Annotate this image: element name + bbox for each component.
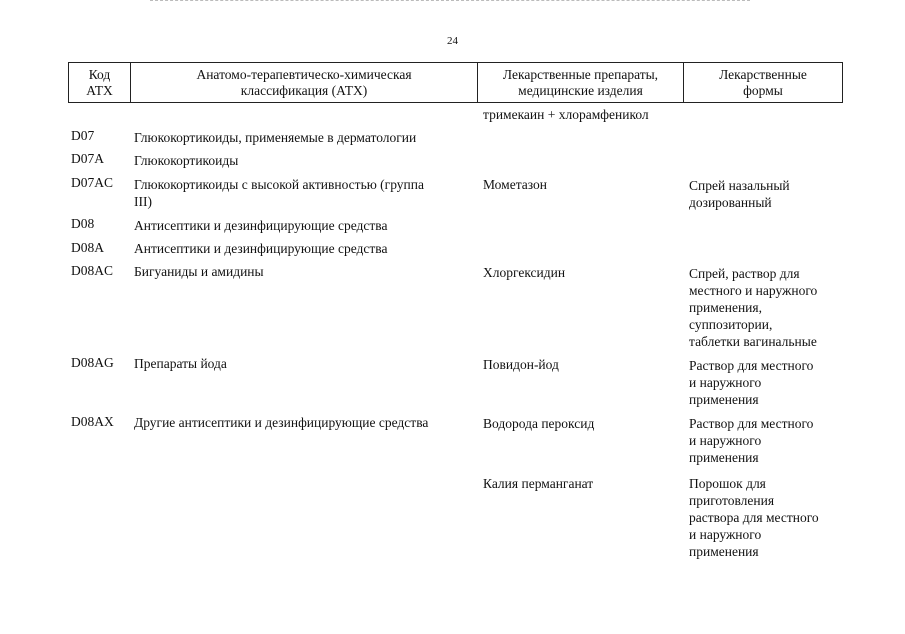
- row-classification: Глюкокортикоиды, применяемые в дерматологии: [134, 130, 417, 145]
- row-drug: Мометазон: [483, 177, 547, 192]
- header-code: Код АТХ: [69, 63, 131, 102]
- row-classification: Бигуаниды и амидины: [134, 264, 264, 279]
- row-drug: Калия перманганат: [483, 476, 594, 491]
- row-code: D08AG: [71, 355, 114, 370]
- header-forms: Лекарственные формы: [719, 66, 807, 98]
- row-code: D07AC: [71, 175, 114, 190]
- row-classification: Антисептики и дезинфицирующие средства: [134, 241, 388, 256]
- header-drugs: Лекарственные препараты, медицинские изделия: [478, 63, 684, 102]
- row-drug: Водорода пероксид: [483, 416, 595, 431]
- continuation-drug: тримекаин + хлорамфеникол: [483, 107, 649, 122]
- row-classification: Глюкокортикоиды с высокой активностью (группа III): [134, 177, 424, 209]
- row-code: D08AX: [71, 414, 114, 429]
- row-form: Раствор для местного и наружного применения: [689, 358, 814, 407]
- row-code: D07A: [71, 151, 104, 166]
- row-form: Спрей назальный дозированный: [689, 178, 790, 210]
- table-header: [68, 62, 843, 103]
- row-classification: Глюкокортикоиды: [134, 153, 239, 168]
- row-drug: Повидон-йод: [483, 357, 559, 372]
- row-drug: Хлоргексидин: [483, 265, 566, 280]
- row-code: D08: [71, 216, 95, 231]
- row-classification: Препараты йода: [134, 356, 227, 371]
- row-classification: Другие антисептики и дезинфицирующие средства: [134, 415, 429, 430]
- row-form: Порошок для приготовления раствора для местного и наружного применения: [689, 476, 819, 559]
- row-classification: Антисептики и дезинфицирующие средства: [134, 218, 388, 233]
- row-code: D08A: [71, 240, 104, 255]
- scan-artifact-top: [150, 0, 750, 3]
- row-form: Раствор для местного и наружного применения: [689, 416, 814, 465]
- header-classification: Анатомо-терапевтическо-химическая классификация (АТХ): [131, 63, 478, 102]
- row-code: D07: [71, 128, 95, 143]
- row-code: D08AC: [71, 263, 114, 278]
- row-form: Спрей, раствор для местного и наружного применения, суппозитории, таблетки вагинальные: [689, 266, 818, 349]
- page-number: 24: [447, 35, 458, 47]
